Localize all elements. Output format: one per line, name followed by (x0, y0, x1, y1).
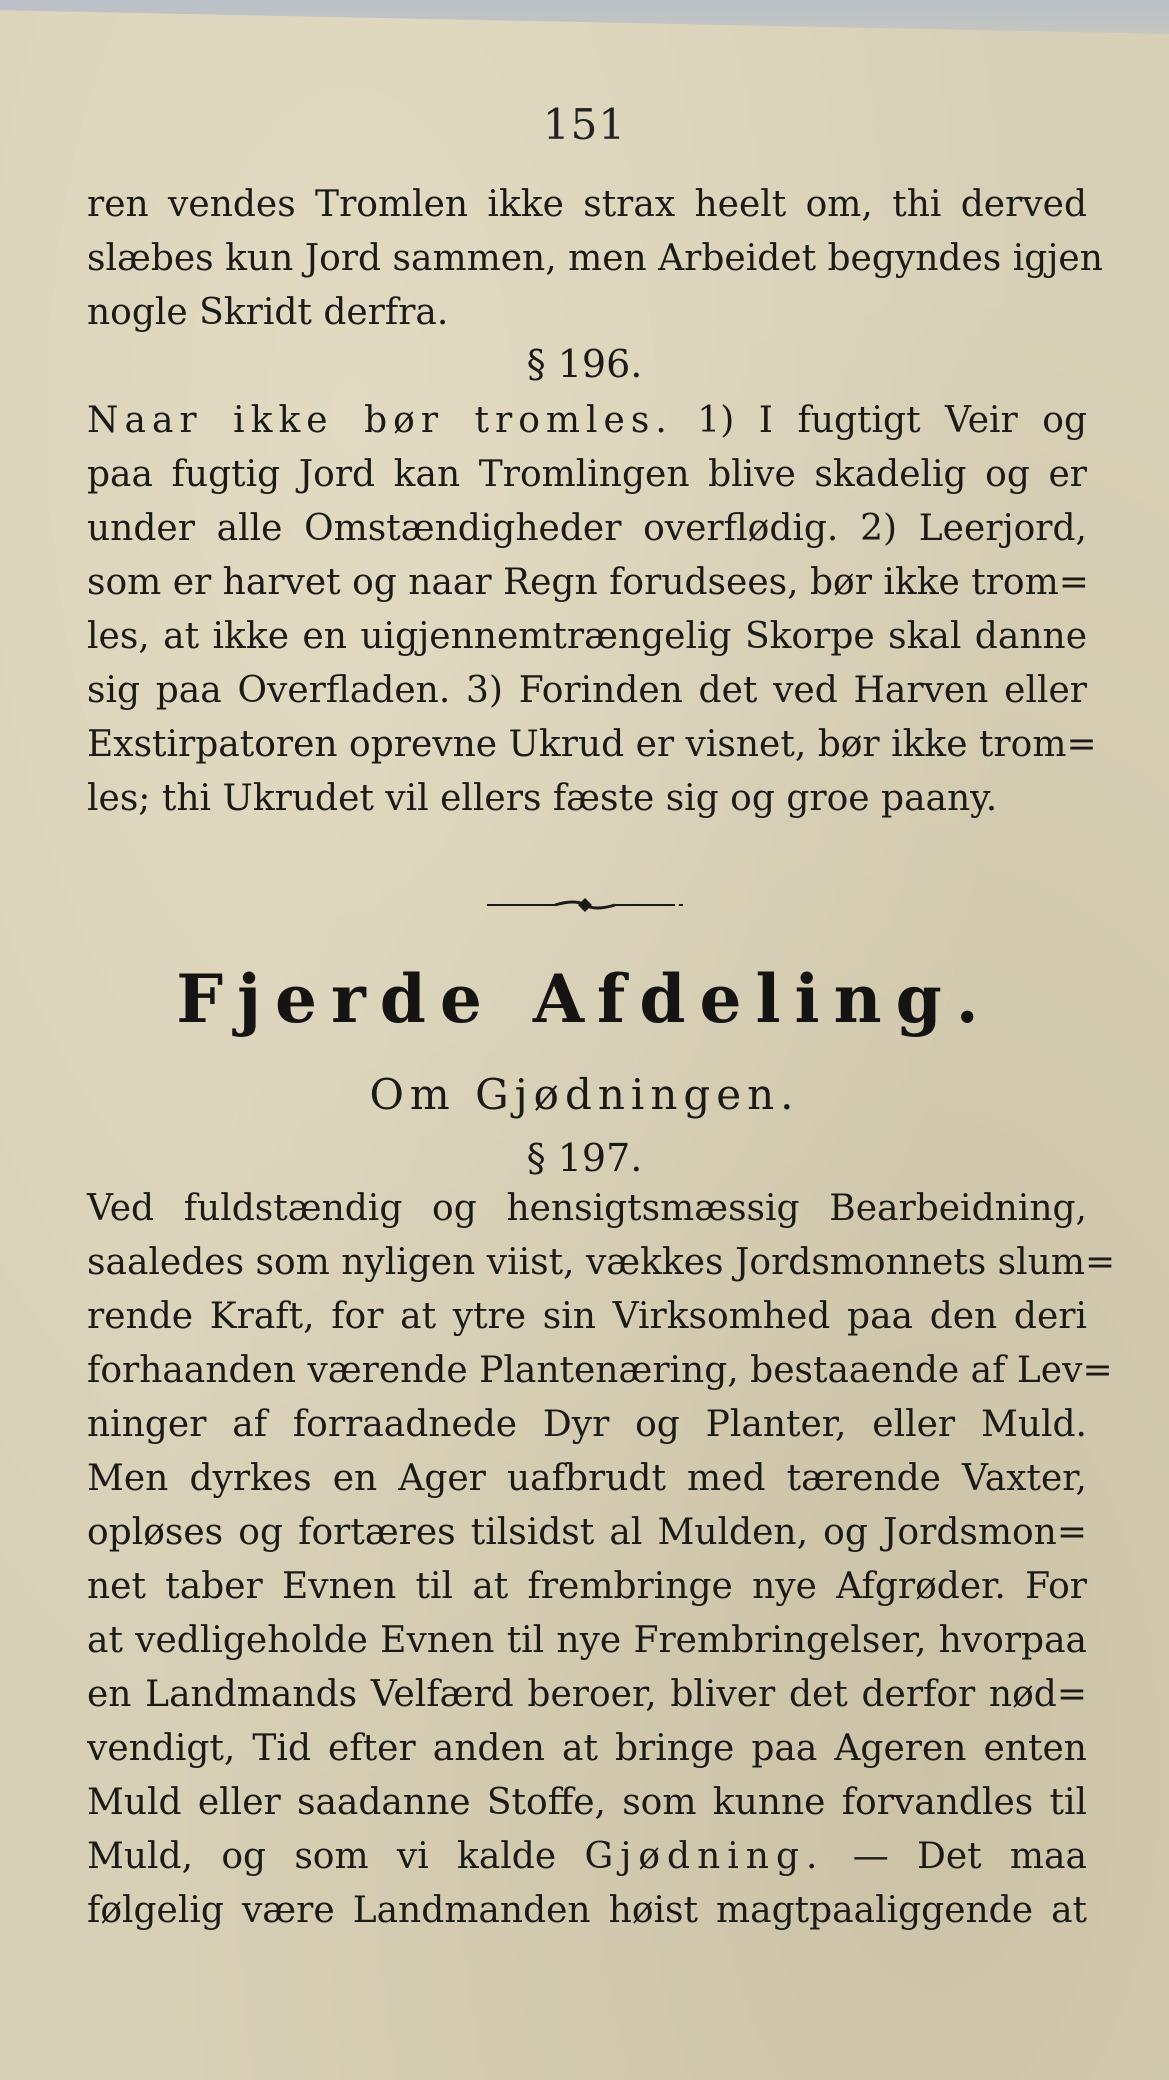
term-gjodning: Gjødning. (584, 1836, 825, 1877)
text-line: paa fugtig Jord kan Tromlingen blive skadelig og er (87, 454, 1087, 495)
text-segment: — Det maa (852, 1836, 1087, 1877)
text-line: Ved fuldstændig og hensigtsmæssig Bearbeidning, (87, 1188, 1087, 1229)
text-line: les; thi Ukrudet vil ellers fæste sig og groe paany. (87, 778, 998, 819)
text-line: sig paa Overfladen. 3) Forinden det ved Harven eller (87, 670, 1087, 711)
ornamental-divider (485, 890, 685, 920)
section-197-mark: § 197. (526, 1136, 643, 1180)
text-line: en Landmands Velfærd beroer, bliver det derfor nød= (87, 1674, 1087, 1715)
text-line: ninger af forraadnede Dyr og Planter, eller Muld. (87, 1404, 1087, 1445)
text-line: ren vendes Tromlen ikke strax heelt om, thi derved (87, 184, 1087, 225)
text-line: at vedligeholde Evnen til nye Frembringelser, hvorpaa (87, 1620, 1087, 1661)
text-line: nogle Skridt derfra. (87, 292, 449, 333)
part-heading: Fjerde Afdeling. (176, 960, 993, 1038)
text-line: Exstirpatoren oprevne Ukrud er visnet, bør ikke trom= (87, 724, 1097, 765)
text-line: under alle Omstændigheder overflødig. 2) Leerjord, (87, 508, 1087, 549)
text-line: slæbes kun Jord sammen, men Arbeidet begyndes igjen (87, 238, 1103, 279)
text-line: Muld eller saadanne Stoffe, som kunne forvandles til (87, 1782, 1087, 1823)
section-196-body (87, 394, 1097, 826)
text-line: les, at ikke en uigjennemtrængelig Skorpe skal danne (87, 616, 1087, 657)
text-line: net taber Evnen til at frembringe nye Afgrøder. For (87, 1566, 1087, 1607)
paragraph-continuation (87, 178, 1103, 340)
part-subheading: Om Gjødningen. (369, 1070, 800, 1119)
text-line: følgelig være Landmanden høist magtpaaliggende at (87, 1890, 1087, 1931)
text-line: som er harvet og naar Regn forudsees, bør ikke trom= (87, 562, 1089, 603)
section-197-body (87, 1182, 1116, 1938)
text-line: vendigt, Tid efter anden at bringe paa Ageren enten (87, 1728, 1087, 1769)
text-segment: Muld, og som vi kalde (87, 1836, 557, 1877)
page-number: 151 (542, 100, 627, 149)
text-line: opløses og fortæres tilsidst al Mulden, og Jordsmon= (87, 1512, 1087, 1553)
text-line (87, 394, 1087, 448)
text-line: saaledes som nyligen viist, vækkes Jordsmonnets slum= (87, 1242, 1116, 1283)
section-196-lead-rest: 1) I fugtigt Veir og (697, 400, 1087, 441)
text-line: rende Kraft, for at ytre sin Virksomhed paa den deri (87, 1296, 1087, 1337)
section-196-lead: Naar ikke bør tromles. (87, 400, 673, 441)
text-line (87, 1830, 1087, 1884)
text-line: forhaanden værende Plantenæring, bestaaende af Lev= (87, 1350, 1113, 1391)
section-196-mark: § 196. (526, 342, 643, 386)
text-line: Men dyrkes en Ager uafbrudt med tærende Vaxter, (87, 1458, 1087, 1499)
page-top-edge (0, 0, 1169, 34)
